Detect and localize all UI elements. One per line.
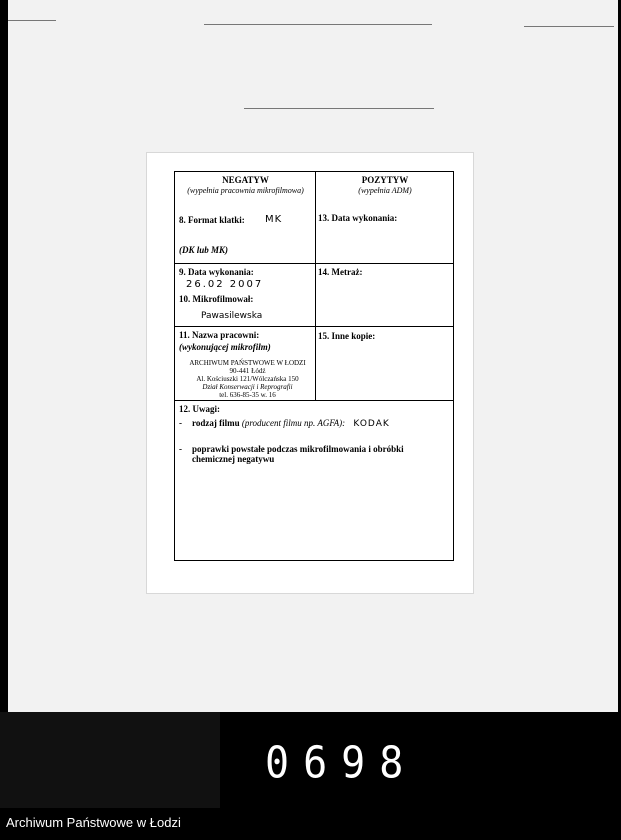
stamp-line: ARCHIWUM PAŃSTWOWE W ŁODZI xyxy=(189,359,306,367)
film-type-line xyxy=(192,418,390,429)
form-row-divider xyxy=(174,400,454,401)
scan-line xyxy=(204,24,432,25)
frame-format-label: 8. Format klatki: xyxy=(179,215,245,225)
form-row-divider xyxy=(174,263,454,264)
stamp-line: 90-441 Łódź xyxy=(229,367,266,375)
film-edge xyxy=(0,712,220,808)
film-type-hint: (producent filmu np. AGFA): xyxy=(241,418,346,428)
scan-line xyxy=(244,108,434,109)
form-column-divider xyxy=(315,171,316,400)
negatyw-subtitle: (wypełnia pracownia mikrofilmowa) xyxy=(187,186,304,195)
scan-line xyxy=(8,20,56,21)
form-row-divider xyxy=(174,326,454,327)
positive-date-label: 13. Data wykonania: xyxy=(318,213,398,223)
stamp-line: tel. 636-85-35 w. 16 xyxy=(219,391,276,399)
scan-line xyxy=(524,26,614,27)
studio-name-hint: (wykonującej mikrofilm) xyxy=(179,342,271,352)
corrections-line-1: poprawki powstałe podczas mikrofilmowania i obróbki xyxy=(192,444,404,454)
corrections-line-2: chemicznej negatywu xyxy=(192,454,275,464)
remarks-bullet: - xyxy=(179,444,182,454)
pozytyw-title: POZYTYW xyxy=(361,175,409,185)
frame-number: 0698 xyxy=(265,737,418,789)
pozytyw-subtitle: (wypełnia ADM) xyxy=(358,186,412,195)
stamp-line: Dział Konserwacji i Reprografii xyxy=(202,383,293,391)
film-type-label: rodzaj filmu xyxy=(192,418,240,428)
frame-format-hint: (DK lub MK) xyxy=(179,245,229,255)
microfilmed-by-value: Pawasilewska xyxy=(201,311,263,321)
frame-format-value: MK xyxy=(265,214,283,225)
negative-date-value: 26.02 2007 xyxy=(186,279,264,290)
remarks-label: 12. Uwagi: xyxy=(179,404,220,414)
studio-name-label: 11. Nazwa pracowni: xyxy=(179,330,260,340)
other-copies-label: 15. Inne kopie: xyxy=(318,331,376,341)
negative-date-label: 9. Data wykonania: xyxy=(179,267,254,277)
remarks-bullet: - xyxy=(179,418,182,428)
footage-label: 14. Metraż: xyxy=(318,267,363,277)
stamp-line: Al. Kościuszki 121/Wólczańska 150 xyxy=(196,375,299,383)
microfilmed-by-label: 10. Mikrofilmował: xyxy=(179,294,254,304)
negatyw-title: NEGATYW xyxy=(222,175,269,185)
film-type-value: KODAK xyxy=(353,419,390,429)
archive-name: Archiwum Państwowe w Łodzi xyxy=(6,815,181,830)
